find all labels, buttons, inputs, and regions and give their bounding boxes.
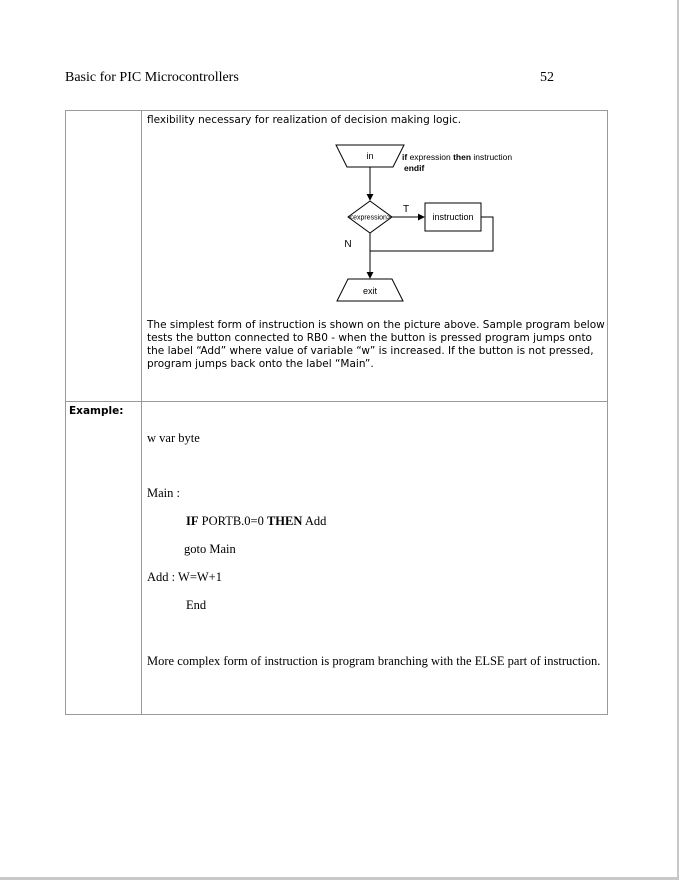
true-label: T [402, 204, 410, 215]
description-cell [142, 111, 608, 402]
page-number: 52 [540, 70, 554, 85]
description-paragraph: The simplest form of instruction is shown on the picture above. Sample program below tests the button connected to RB0 - when the button is pressed program jumps onto the label “Add” where value of variable “w” is increased. If the button is not pressed, program jumps back onto the label “Main”. [147, 319, 605, 370]
exit-label: exit [362, 286, 378, 296]
condition-text: expression [353, 214, 387, 222]
syntax-instruction: instruction [473, 152, 512, 162]
instruction-label: instruction [432, 212, 474, 222]
in-label: in [366, 151, 374, 161]
content-table [65, 110, 608, 715]
label-cell-empty [66, 111, 142, 402]
code-line-6: End [186, 598, 207, 612]
syntax-endif: endif [404, 163, 425, 173]
code-line-2: Main : [147, 486, 180, 500]
table-row [66, 111, 608, 402]
false-label: N [344, 239, 352, 250]
keyword-if: IF [186, 514, 199, 528]
code-line-4: goto Main [184, 542, 236, 556]
intro-text: flexibility necessary for realization of decision making logic. [147, 114, 462, 126]
example-label: Example: [69, 405, 124, 417]
condition-text: PORTB.0=0 [198, 514, 267, 528]
syntax-if: if [402, 152, 408, 162]
running-title: Basic for PIC Microcontrollers [65, 70, 239, 85]
label-cell [66, 402, 142, 715]
target-label: Add [302, 514, 327, 528]
condition-label: <expression> [348, 214, 392, 222]
keyword-then: THEN [266, 514, 303, 528]
syntax-expression: expression [409, 152, 451, 162]
example-cell [142, 402, 608, 715]
if-then-flowchart [252, 137, 512, 307]
closing-text: More complex form of instruction is program branching with the ELSE part of instruction. [147, 654, 601, 668]
syntax-line-1 [402, 152, 512, 162]
code-line-5: Add : W=W+1 [147, 570, 222, 584]
syntax-then: then [453, 152, 472, 162]
code-line-3 [186, 514, 326, 529]
table-row [66, 402, 608, 715]
code-line-1: w var byte [147, 431, 200, 445]
